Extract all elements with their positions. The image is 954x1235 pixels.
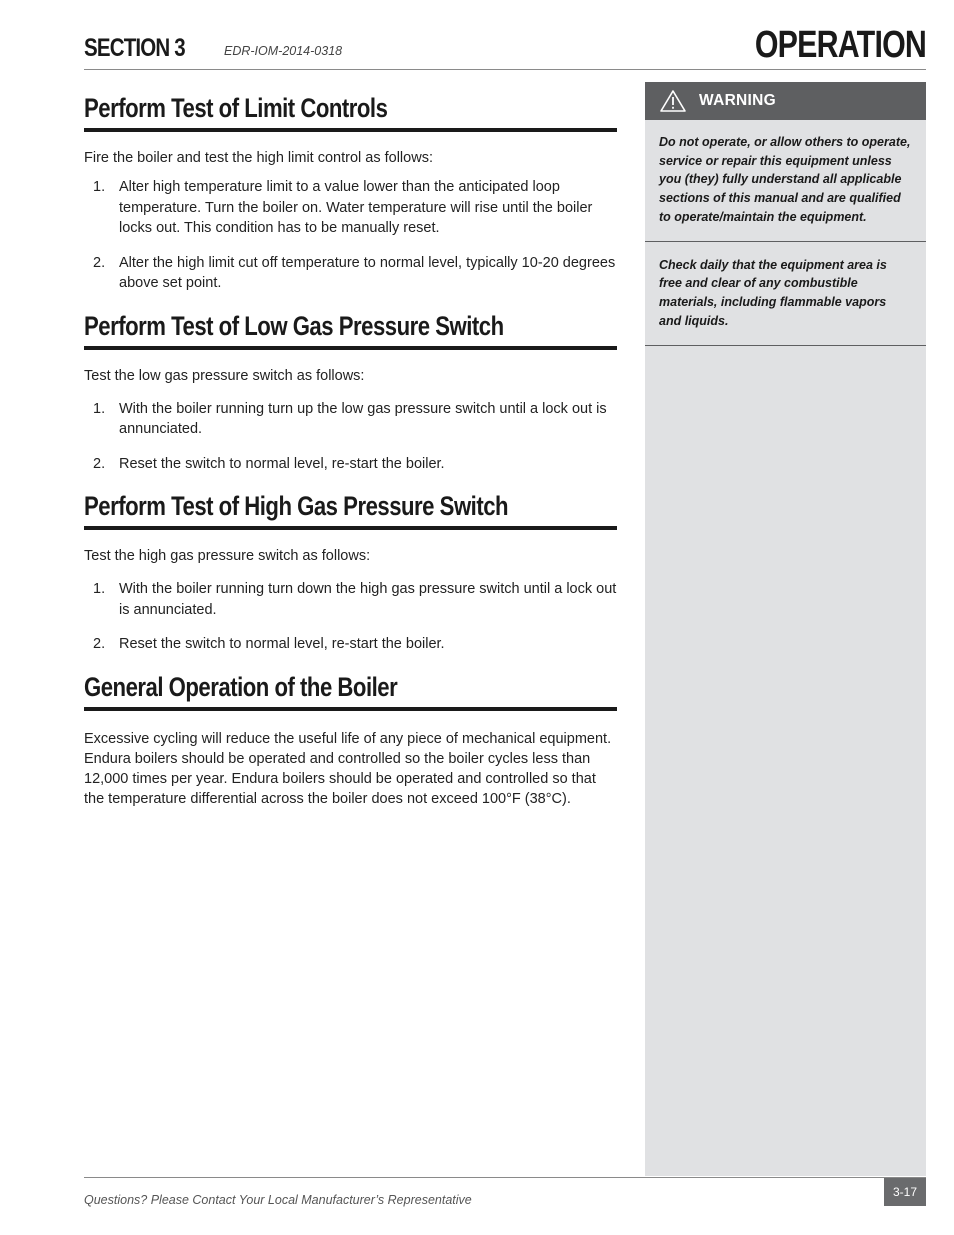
- item-number: 2.: [93, 636, 106, 652]
- heading-rule: [84, 346, 617, 350]
- section-heading: Perform Test of Low Gas Pressure Switch: [84, 310, 504, 341]
- section-heading: Perform Test of High Gas Pressure Switch: [84, 491, 509, 521]
- footer-text: Questions? Please Contact Your Local Manufacturer’s Representative: [84, 1193, 472, 1207]
- section-intro: Test the high gas pressure switch as follows:: [84, 548, 371, 564]
- footer-rule: [84, 1177, 926, 1178]
- item-text: With the boiler running turn down the high gas pressure switch until a lock out is annunciated.: [119, 581, 617, 618]
- section-heading: General Operation of the Boiler: [84, 671, 398, 702]
- list-item: [84, 177, 617, 239]
- item-text: Alter the high limit cut off temperature to normal level, typically 10-20 degrees above set point.: [119, 254, 616, 291]
- page-title: OPERATION: [754, 24, 926, 66]
- list-item: [84, 253, 617, 294]
- list-item: [84, 634, 617, 655]
- section-intro: Fire the boiler and test the high limit control as follows:: [84, 150, 433, 166]
- warning-text: Check daily that the equipment area is free and clear of any combustible materials, including flammable vapors and liquids.: [659, 257, 887, 328]
- section-high-gas-pressure: [84, 488, 617, 655]
- list-item: [84, 454, 617, 475]
- item-number: 1.: [93, 400, 106, 417]
- page-header: [84, 24, 926, 70]
- warning-triangle-icon: [659, 89, 687, 113]
- item-number: 2.: [93, 455, 106, 472]
- section-intro: Test the low gas pressure switch as follows:: [84, 367, 365, 384]
- item-text: Reset the switch to normal level, re-start the boiler.: [119, 636, 445, 652]
- section-limit-controls: [84, 90, 617, 294]
- section-label: SECTION 3: [84, 34, 185, 62]
- section-low-gas-pressure: [84, 308, 617, 475]
- heading-rule: [84, 526, 617, 530]
- warning-sidebar: [645, 82, 926, 1176]
- step-list: [84, 177, 617, 294]
- list-item: [84, 579, 617, 620]
- item-text: Alter high temperature limit to a value lower than the anticipated loop temperature. Turn the boiler on. Water temperature will rise until the boiler locks out. This condition has to be manually reset.: [119, 179, 593, 236]
- document-code: EDR-IOM-2014-0318: [224, 44, 343, 58]
- main-content: [84, 90, 617, 809]
- list-item: [84, 399, 617, 440]
- item-text: Reset the switch to normal level, re-start the boiler.: [119, 455, 445, 472]
- item-number: 1.: [93, 179, 106, 195]
- warning-label: WARNING: [699, 92, 777, 109]
- step-list: [84, 399, 617, 475]
- heading-rule: [84, 707, 617, 711]
- section-paragraph: Excessive cycling will reduce the useful life of any piece of mechanical equipment. Endura boilers should be operated and controlled so the boiler cycles less than 12,000 times per year. Endura boilers should be operated and controlled so that the temperature differential across the boiler does not exceed 100°F (38°C).: [84, 730, 612, 808]
- warning-header: [645, 82, 926, 120]
- step-list: [84, 579, 617, 655]
- section-heading: Perform Test of Limit Controls: [84, 93, 388, 123]
- heading-rule: [84, 128, 617, 132]
- divider: [645, 345, 926, 346]
- warning-text: Do not operate, or allow others to operate, service or repair this equipment unless you (they) fully understand all applicable sections of this manual and are qualified to operate/maintain the equipment.: [659, 135, 911, 224]
- item-text: With the boiler running turn up the low gas pressure switch until a lock out is annunciated.: [119, 400, 607, 437]
- section-general-operation: [84, 669, 617, 810]
- page-number: 3-17: [884, 1178, 926, 1206]
- item-number: 2.: [93, 254, 106, 271]
- item-number: 1.: [93, 581, 106, 597]
